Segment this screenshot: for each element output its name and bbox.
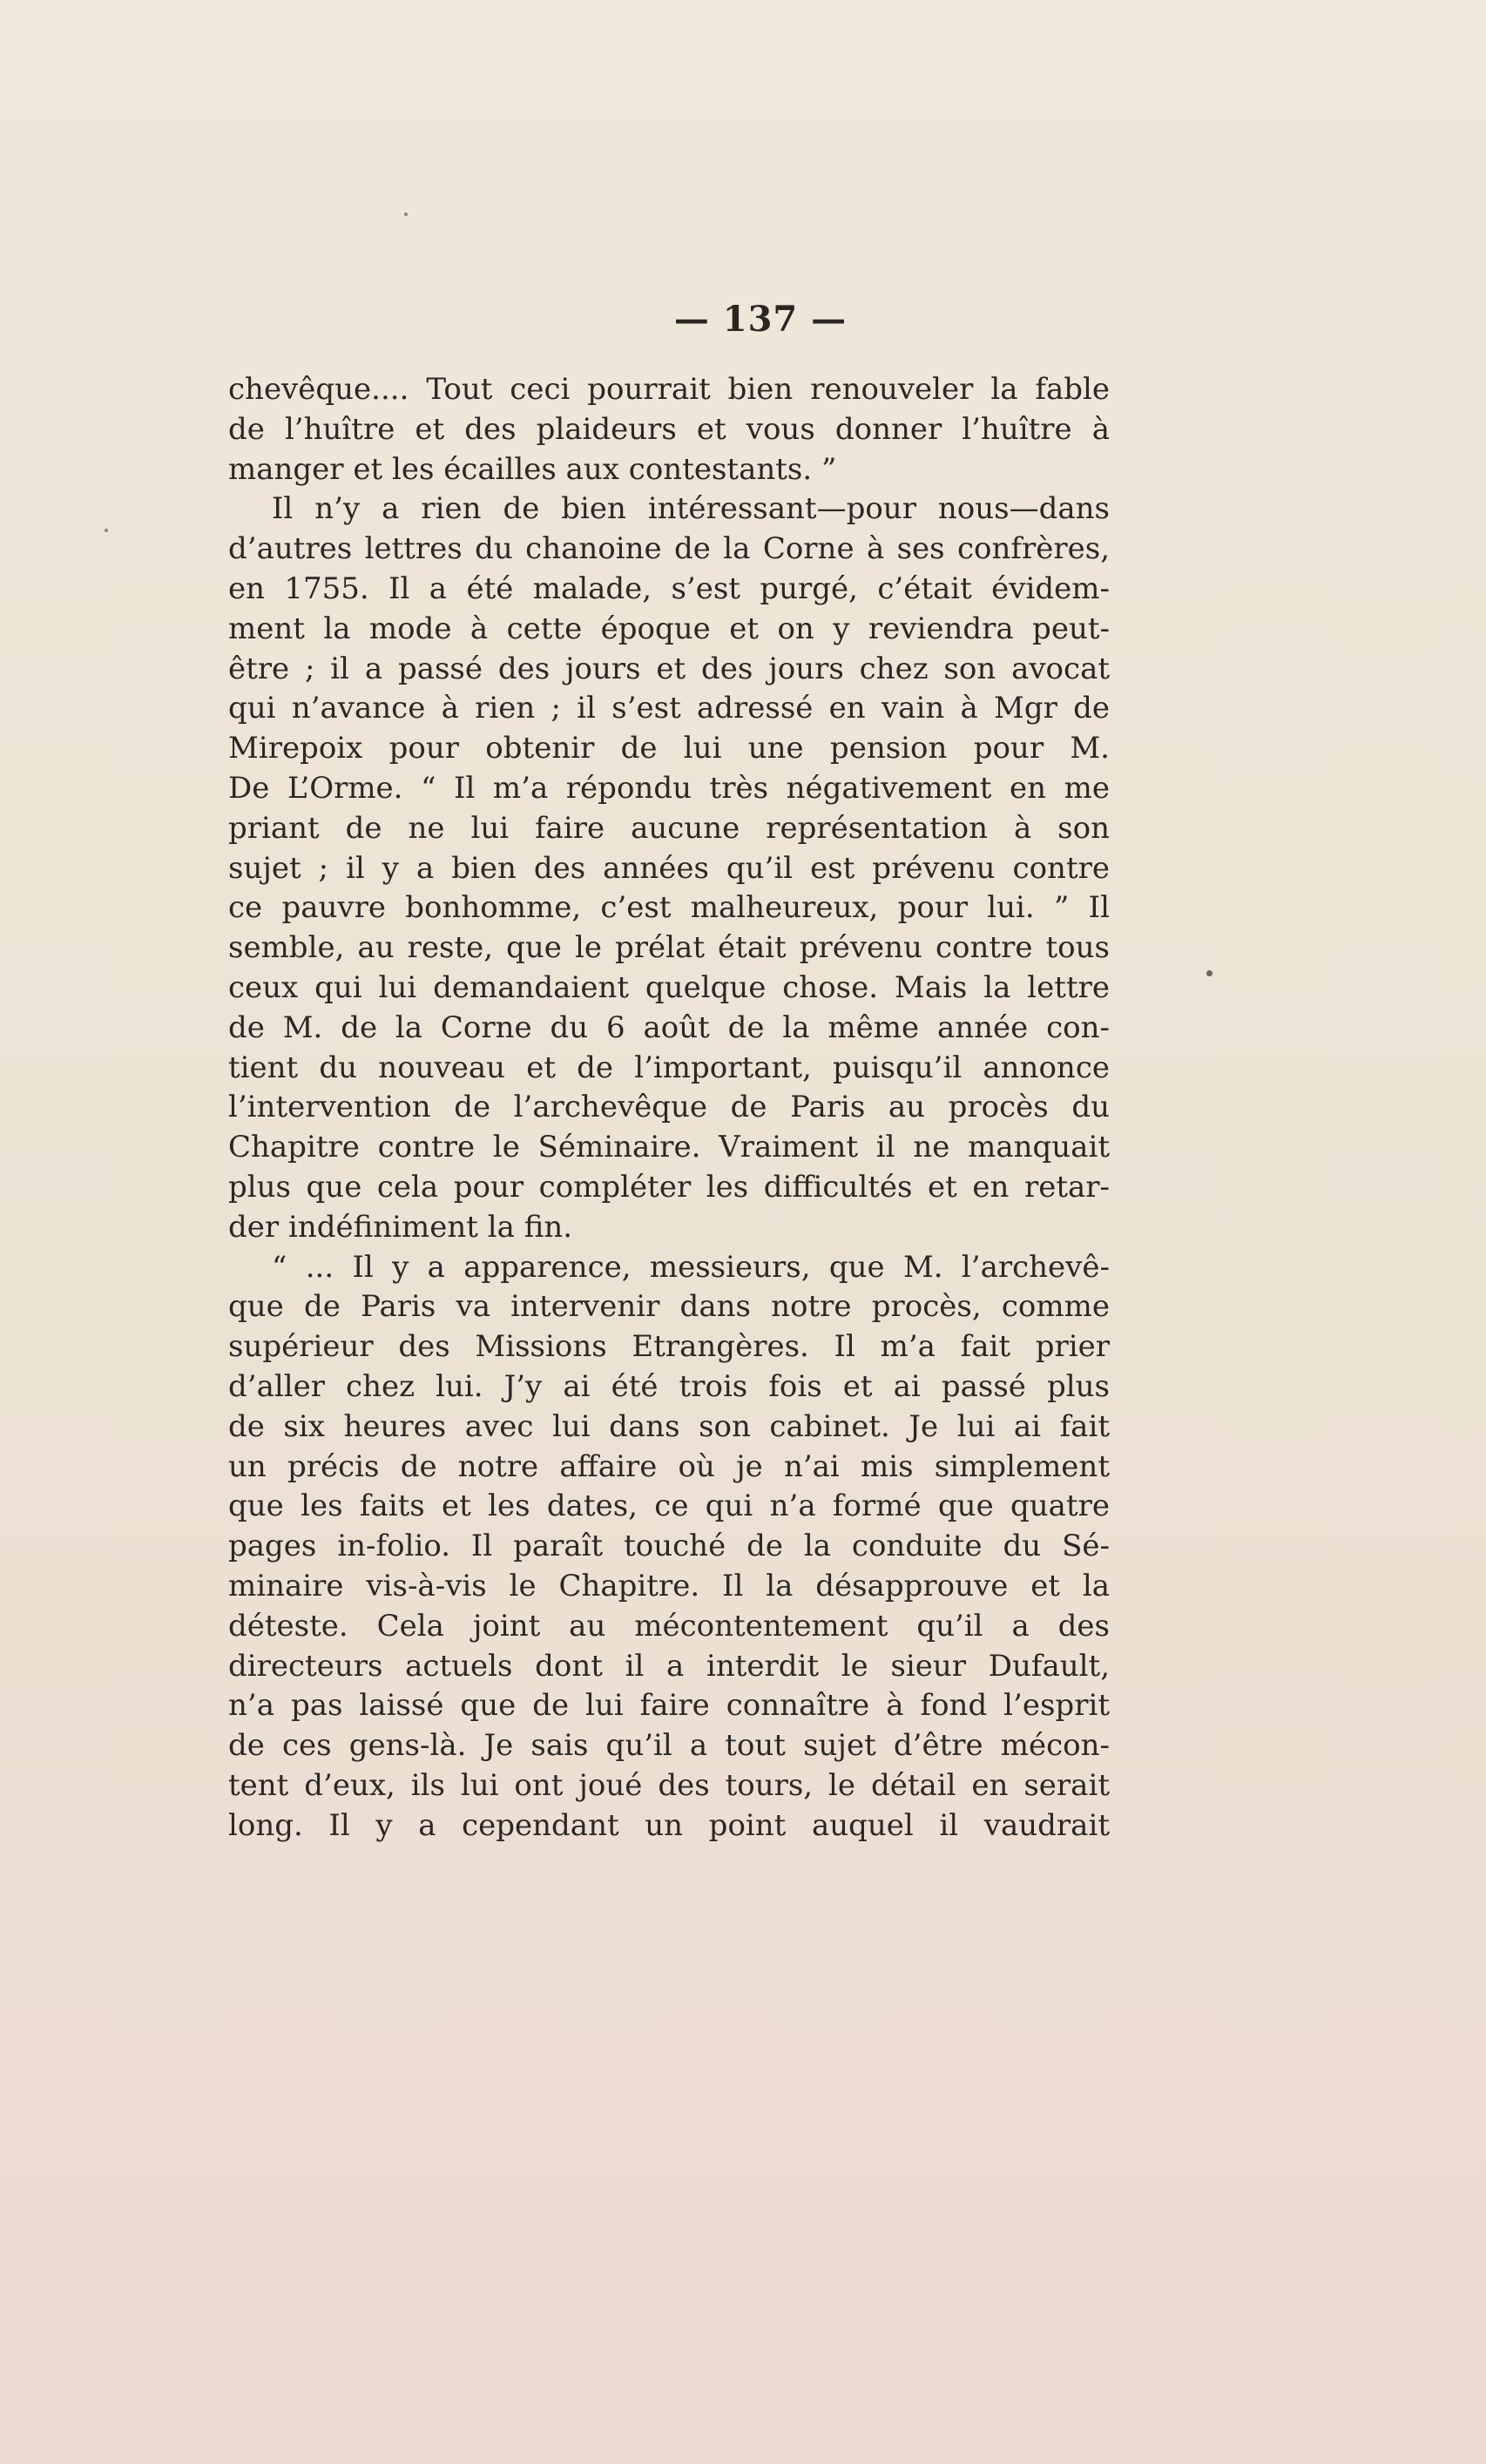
text-line: déteste. Cela joint au mécontentement qu’il a des bbox=[228, 1608, 1110, 1644]
text-line: Il n’y a rien de bien intéressant—pour nous—dans bbox=[272, 491, 1110, 527]
text-line: priant de ne lui faire aucune représentation à son bbox=[228, 810, 1110, 846]
paper-speck bbox=[404, 213, 408, 216]
text-line: ceux qui lui demandaient quelque chose. Mais la lettre bbox=[228, 969, 1110, 1005]
text-line: d’aller chez lui. J’y ai été trois fois et ai passé plus bbox=[228, 1368, 1110, 1404]
text-line: chevêque.... Tout ceci pourrait bien renouveler la fable bbox=[228, 372, 1110, 407]
text-line: plus que cela pour compléter les difficultés et en retar- bbox=[228, 1169, 1110, 1205]
text-line: de ces gens-là. Je sais qu’il a tout sujet d’être mécon- bbox=[228, 1728, 1110, 1764]
text-line: tient du nouveau et de l’important, puisqu’il annonce bbox=[228, 1050, 1110, 1085]
text-line: en 1755. Il a été malade, s’est purgé, c’était évidem- bbox=[228, 570, 1110, 606]
text-line: pages in-folio. Il paraît touché de la conduite du Sé- bbox=[228, 1529, 1110, 1564]
text-line: supérieur des Missions Etrangères. Il m’a fait prier bbox=[228, 1329, 1110, 1365]
text-line: minaire vis-à-vis le Chapitre. Il la désapprouve et la bbox=[228, 1568, 1110, 1603]
text-line: der indéfiniment la fin. bbox=[228, 1209, 573, 1245]
text-line: tent d’eux, ils lui ont joué des tours, le détail en serait bbox=[228, 1767, 1110, 1803]
text-line: long. Il y a cependant un point auquel il vaudrait bbox=[228, 1807, 1110, 1843]
text-line: un précis de notre affaire où je n’ai mis simplement bbox=[228, 1448, 1110, 1484]
text-line: être ; il a passé des jours et des jours chez son avocat bbox=[228, 651, 1110, 686]
text-line: d’autres lettres du chanoine de la Corne à ses confrères, bbox=[228, 531, 1110, 567]
text-line: de M. de la Corne du 6 août de la même année con- bbox=[228, 1009, 1110, 1045]
text-line: qui n’avance à rien ; il s’est adressé en vain à Mgr de bbox=[228, 691, 1110, 726]
paper-speck bbox=[1206, 970, 1212, 976]
text-line: directeurs actuels dont il a interdit le sieur Dufault, bbox=[228, 1648, 1110, 1684]
paper-speck bbox=[105, 529, 108, 532]
body-text bbox=[228, 370, 1110, 1846]
text-line: ce pauvre bonhomme, c’est malheureux, pour lui. ” Il bbox=[228, 890, 1110, 926]
text-line: De L’Orme. “ Il m’a répondu très négativement en me bbox=[228, 770, 1110, 806]
text-line: de six heures avec lui dans son cabinet. Je lui ai fait bbox=[228, 1408, 1110, 1444]
text-line: que de Paris va intervenir dans notre procès, comme bbox=[228, 1289, 1110, 1325]
text-line: de l’huître et des plaideurs et vous donner l’huître à bbox=[228, 411, 1110, 447]
text-line: Mirepoix pour obtenir de lui une pension pour M. bbox=[228, 731, 1110, 766]
text-line: semble, au reste, que le prélat était prévenu contre tous bbox=[228, 930, 1110, 966]
text-line: Chapitre contre le Séminaire. Vraiment il ne manquait bbox=[228, 1130, 1110, 1165]
text-line: manger et les écailles aux contestants. ” bbox=[228, 451, 837, 487]
page-number: — 137 — bbox=[673, 299, 848, 340]
text-line: ment la mode à cette époque et on y reviendra peut- bbox=[228, 611, 1110, 646]
text-line: sujet ; il y a bien des années qu’il est prévenu contre bbox=[228, 850, 1110, 886]
text-line: l’intervention de l’archevêque de Paris au procès du bbox=[228, 1090, 1110, 1125]
text-line: “ ... Il y a apparence, messieurs, que M. l’archevê- bbox=[272, 1249, 1110, 1285]
text-line: que les faits et les dates, ce qui n’a formé que quatre bbox=[228, 1489, 1110, 1524]
text-line: n’a pas laissé que de lui faire connaître à fond l’esprit bbox=[228, 1688, 1110, 1724]
